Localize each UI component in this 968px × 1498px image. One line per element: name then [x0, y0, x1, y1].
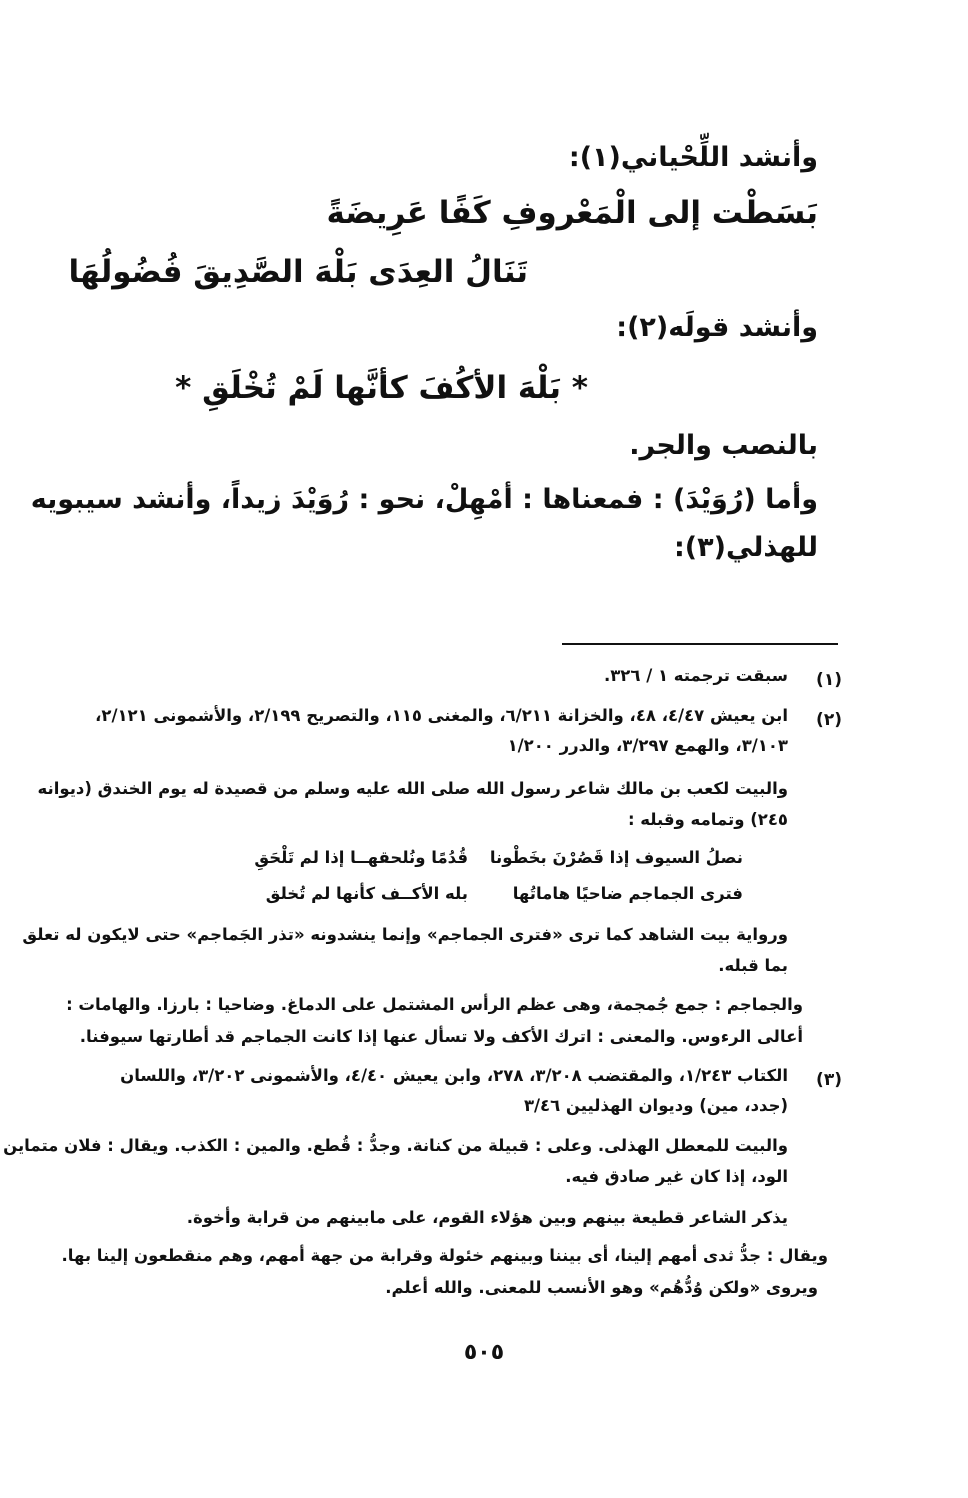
footnote-2-verse-2-first: فترى الجماجم ضاحيًا هاماتُها	[512, 884, 743, 903]
footnote-3-line-4: الود، إذا كان غير صادق فيه.	[565, 1167, 788, 1186]
footnote-1-text: سبقت ترجمته ١ / ٣٢٦.	[603, 666, 788, 685]
footnote-3-line-2: (جدد، مين) وديوان الهذليين ٣/٤٦	[523, 1096, 788, 1115]
footnote-2-line-5: ورواية بيت الشاهد كما ترى «فترى الجماجم» وإنما ينشدونه «تذر الجَماجم» حتى لايكون له تعلق	[22, 925, 788, 944]
verse-1-first-hemistich: بَسَطْت إلى الْمَعْروفِ كَفًا عَرِيضَةً	[326, 195, 818, 231]
main-line-4: وأما (رُوَيْدَ) : فمعناها : أمْهِلْ، نحو : رُوَيْدَ زيداً، وأنشد سيبويه	[30, 484, 818, 515]
main-line-1: وأنشد اللِّحْياني(١):	[568, 142, 818, 173]
main-line-5: للهذلي(٣):	[674, 532, 818, 563]
footnote-3-line-6: ويقال : جدُّ ثدى أمهم إلينا، أى بيننا وبينهم خئولة وقرابة من جهة أمهم، وهم منقطعون إلينا بها.	[61, 1246, 828, 1265]
footnote-2-line-3: والبيت لكعب بن مالك شاعر رسول الله صلى الله عليه وسلم من قصيدة له يوم الخندق (ديوانه	[37, 779, 788, 798]
footnote-3-line-5: يذكر الشاعر قطيعة بينهم وبين هؤلاء القوم، على مابينهم من قرابة وأخوة.	[186, 1208, 788, 1227]
footnote-separator	[562, 643, 838, 645]
footnote-1-number: (١)	[816, 670, 842, 690]
footnote-3-line-1: الكتاب ١/٢٤٣، والمقتضب ٣/٢٠٨، ٢٧٨، وابن يعيش ٤/٤٠، والأشمونى ٣/٢٠٢، واللسان	[120, 1066, 788, 1085]
page-number: ٥٠٥	[463, 1340, 505, 1365]
footnote-2-line-8: أعالى الرءوس. والمعنى : اترك الأكف ولا تسأل عنها إذا كانت الجماجم قد أطارتها سيوفنا.	[79, 1027, 803, 1046]
verse-1-second-hemistich: تَنَالُ العِدَى بَلْهَ الصَّدِيقَ فُضُولُهَا	[68, 254, 528, 290]
footnote-2-verse-2-second: بله الأكــف كأنها لم تُخلق	[265, 884, 468, 903]
footnote-3-line-7: ويروى «ولكن وُدُّهُم» وهو الأنسب للمعنى. والله أعلم.	[385, 1278, 818, 1297]
verse-2: * بَلْهَ الأكُفَ كأنَّها لَمْ تُخْلَقِ *	[175, 370, 588, 406]
footnote-2-line-6: بما قبله.	[718, 956, 788, 975]
footnote-2-number: (٢)	[816, 710, 842, 730]
footnote-2-verse-1-first: نصلُ السيوف إذا قَصُرْنَ بخَطْونا	[489, 848, 743, 867]
footnote-2-line-4: ٢٤٥) وتمامه وقبله :	[627, 810, 788, 829]
footnote-2-line-7: والجماجم : جمع جُمجمة، وهى عظم الرأس المشتمل على الدماغ. وضاحيا : بارزا. والهامات :	[66, 995, 803, 1014]
footnote-2-line-2: ٣/١٠٣، والهمع ٣/٢٩٧، والدرر ١/٢٠٠	[507, 736, 788, 755]
footnote-3-line-3: والبيت للمعطل الهذلى. وعلى : قبيلة من كنانة. وجدُّ : قُطع. والمين : الكذب. ويقال : فلان متماين	[3, 1136, 788, 1155]
footnote-2-line-1: ابن يعيش ٤/٤٧، ٤٨، والخزانة ٦/٢١١، والمغنى ١١٥، والتصريح ٢/١٩٩، والأشمونى ٢/١٢١،	[95, 706, 788, 725]
main-line-2: وأنشد قولَه(٢):	[616, 312, 818, 343]
main-line-3: بالنصب والجر.	[629, 430, 818, 461]
footnote-3-number: (٣)	[816, 1070, 842, 1090]
footnote-2-verse-1-second: قُدُمًا ونُلحقهــا إذا لم تَلْحَقِ	[254, 848, 468, 867]
